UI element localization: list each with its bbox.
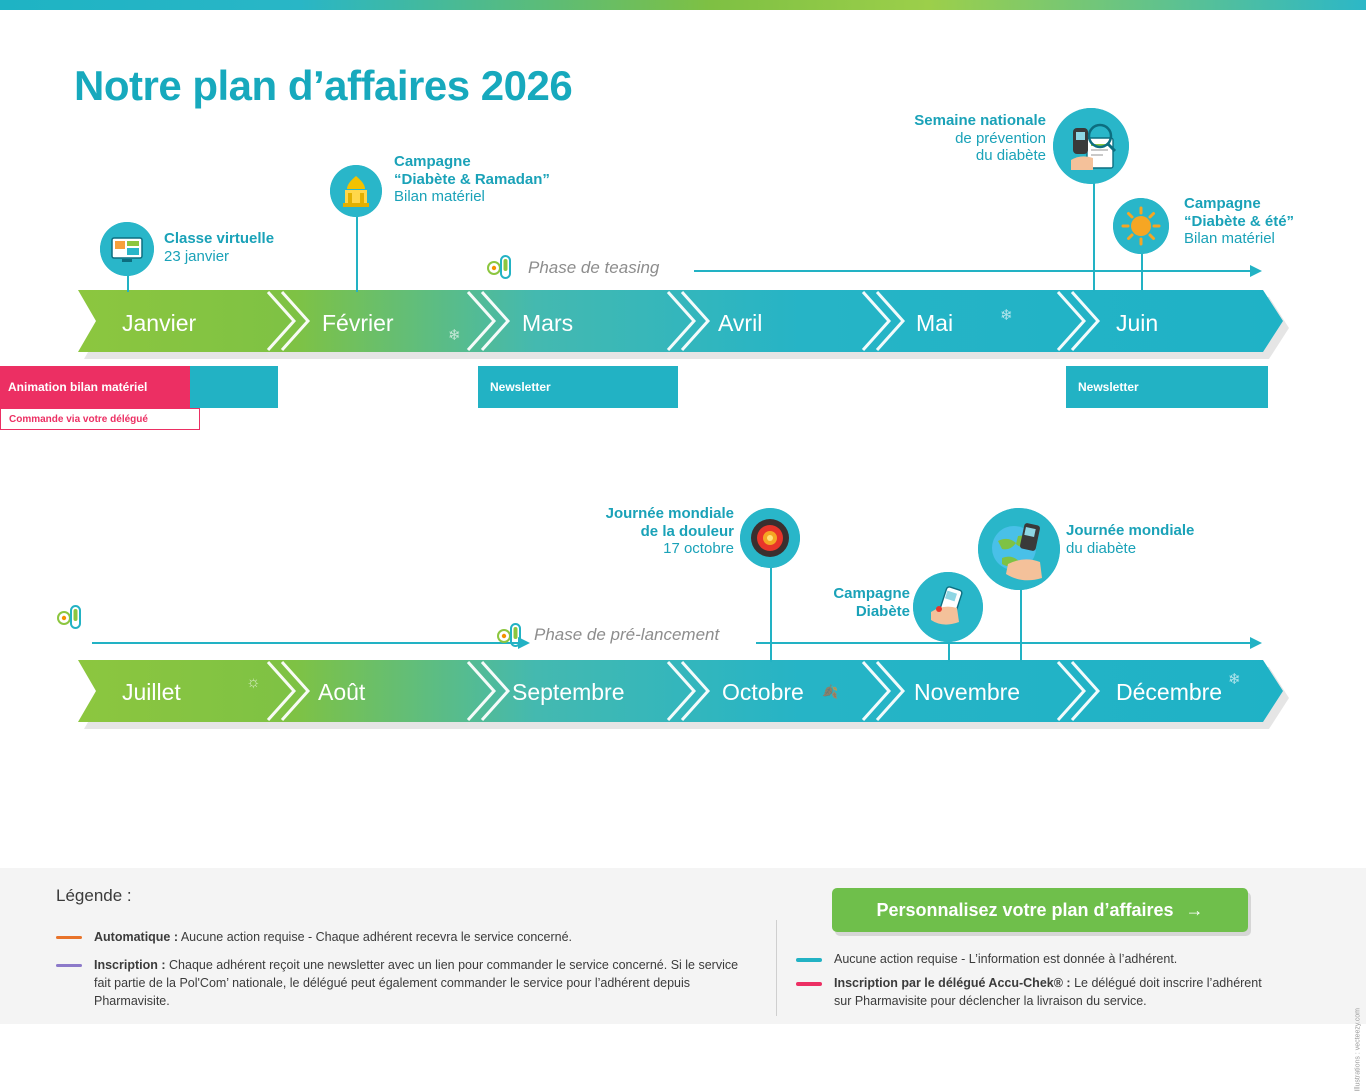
legend-dash-inscription (56, 964, 82, 967)
snowflake-icon: ❄ (1000, 307, 1013, 324)
glucometer-doc-icon (1053, 108, 1129, 184)
timeline-band-first-half (78, 290, 1298, 370)
month-label-aout: Août (318, 679, 366, 705)
virtual-class-icon (100, 222, 154, 276)
mosque-icon (330, 165, 382, 217)
event-label-classe-virtuelle: Classe virtuelle 23 janvier (164, 230, 275, 265)
month-label-octobre: Octobre (722, 679, 804, 705)
month-label-novembre: Novembre (914, 679, 1021, 705)
legend-title: Légende : (56, 886, 132, 905)
phase-teasing-label: Phase de teasing (528, 258, 660, 277)
teasing-badge-icon (484, 250, 518, 284)
legend-item-inscription: Inscription : Chaque adhérent reçoit une newsletter avec un lien pour commander le service concerné. Si le service fait partie de la Pol'Com’ nationale, le délégué peut également commander le service pour l’adhérent depuis Pharmavisite. (94, 958, 739, 1009)
pink-box-animation: Animation bilan matériel (0, 366, 190, 408)
legend-dash-information (796, 958, 822, 962)
legend-dash-delegue (796, 982, 822, 986)
pink-box-commande: Commande via votre délégué (0, 408, 200, 430)
prelancement-badge-icon-left (54, 600, 88, 634)
month-label-janvier: Janvier (122, 310, 197, 336)
newsletter-box-juin: Newsletter (1066, 366, 1268, 408)
event-label-campagne-ramadan: Campagne “Diabète & Ramadan” Bilan matériel (394, 153, 550, 206)
sun-icon (1113, 198, 1169, 254)
month-label-decembre: Décembre (1116, 679, 1223, 705)
timeline-band-second-half (78, 660, 1298, 740)
event-stem (770, 560, 772, 662)
leaf-icon: 🍂 (822, 684, 839, 699)
page-title: Notre plan d’affaires 2026 (74, 62, 573, 109)
snowflake-icon: ❄ (1228, 671, 1241, 688)
month-label-mai: Mai (916, 310, 954, 336)
snowflake-icon: ❄ (448, 327, 461, 344)
legend-item-automatique: Automatique : Aucune action requise - Chaque adhérent recevra le service concerné. (94, 930, 573, 944)
month-label-juillet: Juillet (122, 679, 181, 705)
event-label-campagne-diabete: Campagne Diabète (833, 585, 910, 620)
cta-label: Personnalisez votre plan d’affaires (876, 899, 1174, 920)
world-diabetes-day-icon (978, 508, 1060, 590)
personnalisez-plan-button[interactable] (832, 888, 1248, 932)
month-label-fevrier: Février (322, 310, 394, 336)
newsletter-box-mars: Newsletter (478, 366, 678, 408)
prelancement-badge-icon (494, 618, 528, 652)
credit-text: Illustrations : vecteezy.com (1355, 1008, 1362, 1092)
sun-small-icon: ☼ (246, 674, 261, 691)
pain-day-icon (740, 508, 800, 568)
top-gradient-bar (0, 0, 1366, 10)
month-label-mars: Mars (522, 310, 574, 336)
event-label-journee-douleur: Journée mondiale de la douleur 17 octobre (605, 505, 734, 558)
event-stem (356, 210, 358, 292)
phase-prelancement-label: Phase de pré-lancement (534, 625, 720, 644)
legend-dash-automatique (56, 936, 82, 939)
event-label-semaine-nationale: Semaine nationale de prévention du diabète (914, 112, 1046, 165)
month-label-septembre: Septembre (512, 679, 625, 705)
month-label-avril: Avril (718, 310, 763, 336)
event-label-journee-diabete: Journée mondiale du diabète (1066, 522, 1195, 557)
event-stem (1020, 580, 1022, 662)
arrow-right-icon: → (1185, 899, 1204, 920)
legend-divider (776, 920, 777, 1016)
legend-item-delegue: Inscription par le délégué Accu-Chek® : Le délégué doit inscrire l’adhérent sur Pharmavisite pour déclencher la livraison du service. (834, 976, 1262, 1009)
event-stem (1141, 252, 1143, 292)
legend-item-information: Aucune action requise - L’information est donnée à l’adhérent. (834, 952, 1178, 966)
lancet-hand-icon (913, 572, 983, 642)
month-label-juin: Juin (1116, 310, 1159, 336)
event-label-campagne-ete: Campagne “Diabète & été” Bilan matériel (1184, 195, 1295, 248)
